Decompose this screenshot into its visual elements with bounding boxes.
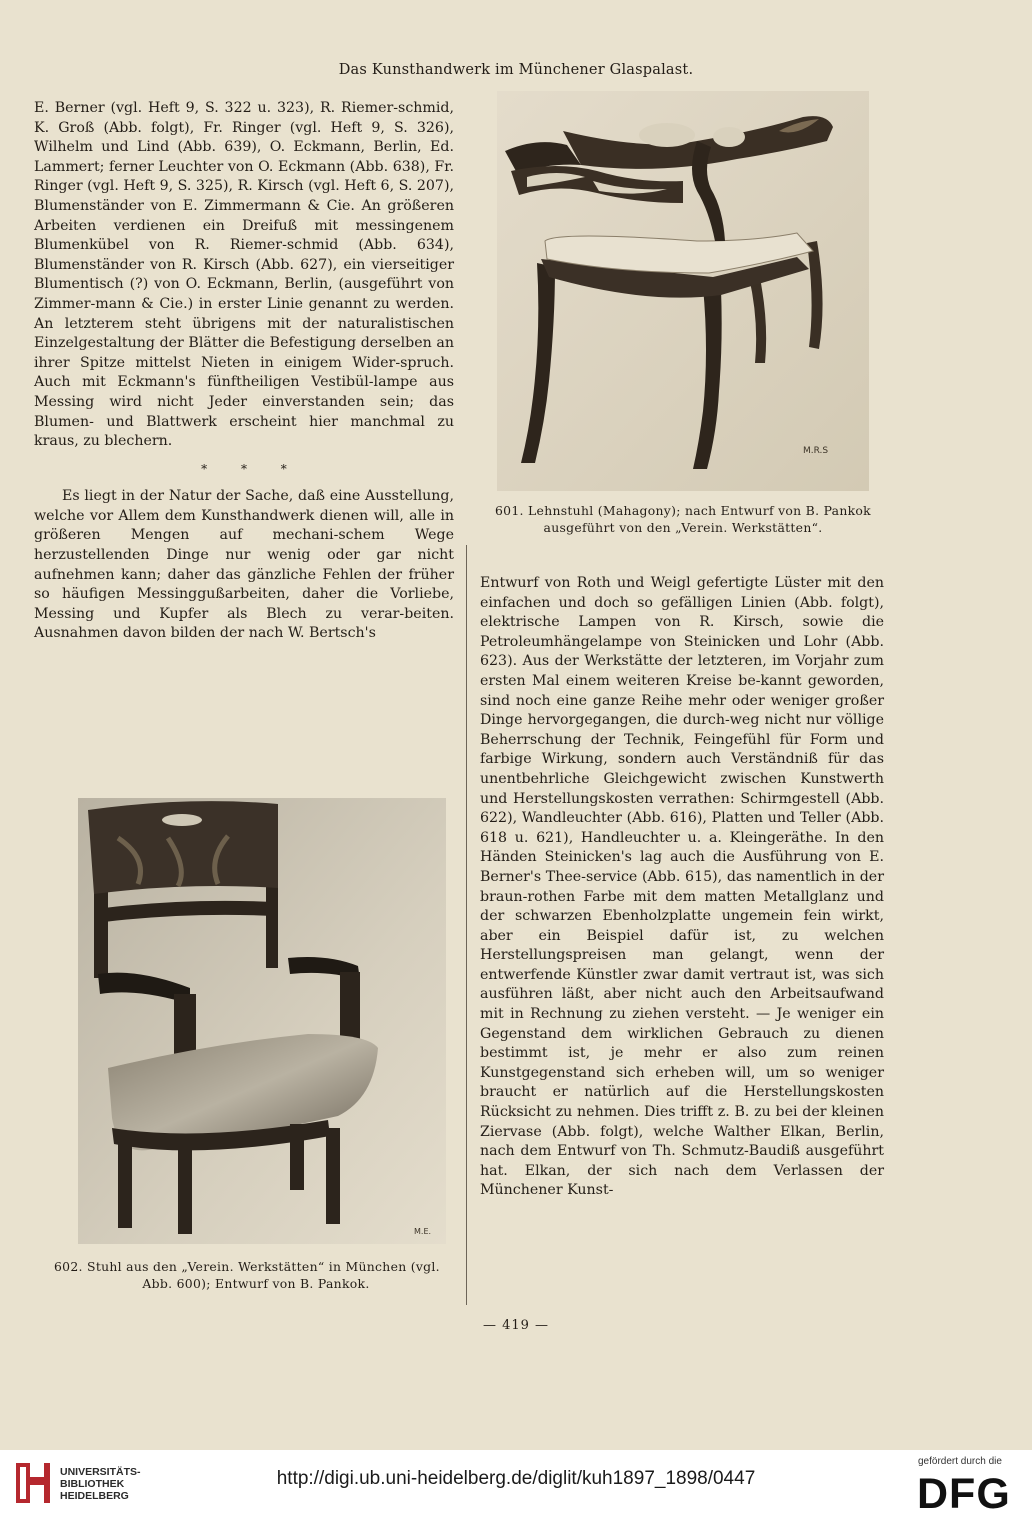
figure-601-caption-line-2: ausgeführt von den „Verein. Werkstätten“. (543, 520, 823, 535)
right-text-column (480, 574, 884, 1201)
section-separator: * * * (201, 461, 287, 476)
university-library-logo-icon (10, 1459, 54, 1507)
figure-602-chair (78, 798, 446, 1244)
figure-602-caption-line-1: 602. Stuhl aus den „Verein. Werkstätten“ in München (vgl. (54, 1259, 440, 1274)
column-rule (466, 545, 467, 1305)
digital-copy-link[interactable]: http://digi.ub.uni-heidelberg.de/diglit/kuh1897_1898/0447 (276, 1468, 756, 1489)
right-paragraph: Entwurf von Roth und Weigl gefertigte Lüster mit den einfachen und doch so gefälligen Linien (Abb. folgt), elektrische Lampen von R. Kirsch, sowie die Petroleumhängelampe von Steinicken und Lohr (Abb. 623). Aus der Werkstätte der letzteren, im Vorjahr zum ersten Mal einem weiteren Kreise be-kannt geworden, sind noch eine ganze Reihe mehr oder weniger großer Dinge hervorgegangen, die durch-weg nicht nur völlige Beherrschung der Technik, Feingefühl für Form und farbige Wirkung, sondern auch Verständniß für das unentbehrliche Gleichgewicht zwischen Kunstwerth und Herstellungskosten verrathen: Schirmgestell (Abb. 622), Wandleuchter (Abb. 616), Platten und Teller (Abb. 618 u. 621), Handleuchter u. a. Kleingeräthe. In den Händen Steinicken's lag auch die Ausführung von E. Berner's Thee-service (Abb. 615), das namentlich in der braun-rothen Farbe mit dem matten Metallglanz und der schwarzen Ebenholzplatte ungemein fein wirkt, aber ein Beispiel dafür ist, zu welchen Herstellungspreisen man gelangt, wenn der entwerfende Künstler zwar damit vertraut ist, was sich ausführen läßt, aber nicht auch den Arbeitsaufwand mit in Rechnung zu ziehen versteht. — Je weniger ein Gegenstand dem wirklichen Gebrauch zu dienen bestimmt ist, je mehr er also zum reinen Kunstgegenstand sich erheben will, um so weniger braucht er natürlich auf die Herstellungskosten Rücksicht zu nehmen. Dies trifft z. B. zu bei der kleinen Ziervase (Abb. folgt), welche Walther Elkan, Berlin, nach dem Entwurf von Th. Schmutz-Baudiß ausgeführt hat. Elkan, der sich nach dem Verlassen der Münchener Kunst- (480, 575, 884, 1199)
left-text-column (34, 99, 454, 644)
figure-601-caption (478, 502, 888, 536)
artist-monogram-601: M.R.S (803, 446, 829, 456)
page-number: — 419 — (482, 1318, 550, 1333)
library-name-line-1: UNIVERSITÄTS- (60, 1466, 141, 1478)
artist-monogram-602: M.E. (414, 1227, 432, 1236)
armchair-illustration (497, 91, 869, 491)
footer-bar (0, 1450, 1032, 1526)
library-name-line-2: BIBLIOTHEK (60, 1478, 125, 1490)
figure-601-caption-line-1: 601. Lehnstuhl (Mahagony); nach Entwurf von B. Pankok (495, 503, 871, 518)
figure-602-caption-line-2: Abb. 600); Entwurf von B. Pankok. (142, 1276, 370, 1291)
chair-illustration (78, 798, 446, 1244)
left-paragraph-2: Es liegt in der Natur der Sache, daß eine Ausstellung, welche vor Allem dem Kunsthandwerk dienen will, alle in größeren Mengen auf mechani-schem Wege herzustellenden Dinge nur wenig oder gar nicht aufnehmen kann; daher das gänzliche Fehlen der früher so häufigen Messinggußarbeiten, daher die Vorliebe, Messing und Kupfer als Blech zu verar-beiten. Ausnahmen davon bilden der nach W. Bertsch's (34, 488, 454, 642)
left-paragraph-1: E. Berner (vgl. Heft 9, S. 322 u. 323), R. Riemer-schmid, K. Groß (Abb. folgt), Fr. Ringer (vgl. Heft 9, S. 326), Wilhelm und Lind (Abb. 639), O. Eckmann, Berlin, Ed. Lammert; ferner Leuchter von O. Eckmann (Abb. 638), Fr. Ringer (vgl. Heft 9, S. 325), R. Kirsch (vgl. Heft 6, S. 207), Blumenständer von E. Zimmermann & Cie. An größeren Arbeiten verdienen ein Dreifuß mit messingenem Blumenkübel von R. Riemer-schmid (Abb. 634), Blumenständer von R. Kirsch (Abb. 627), ein vierseitiger Blumentisch (?) von O. Eckmann, Berlin, (ausgeführt von Zimmer-mann & Cie.) in erster Linie genannt zu werden. An letzterem steht übrigens mit der naturalistischen Einzelgestaltung der Blätter die Befestigung derselben an ihrer Spitze mittelst Nieten in einigem Wider-spruch. Auch mit Eckmann's fünftheiligen Vestibül-lampe aus Messing wird nicht Jeder einverstanden sein; das Blumen- und Blattwerk erscheint hier manchmal zu kraus, zu blechern. (34, 100, 454, 450)
running-head: Das Kunsthandwerk im Münchener Glaspalast. (338, 62, 694, 78)
sponsor-note: gefördert durch die (918, 1456, 1002, 1467)
figure-601-armchair (497, 91, 869, 491)
university-library-name (60, 1466, 141, 1502)
library-name-line-3: HEIDELBERG (60, 1490, 129, 1502)
figure-602-caption (54, 1258, 458, 1292)
dfg-logo: DFG (917, 1470, 1011, 1518)
